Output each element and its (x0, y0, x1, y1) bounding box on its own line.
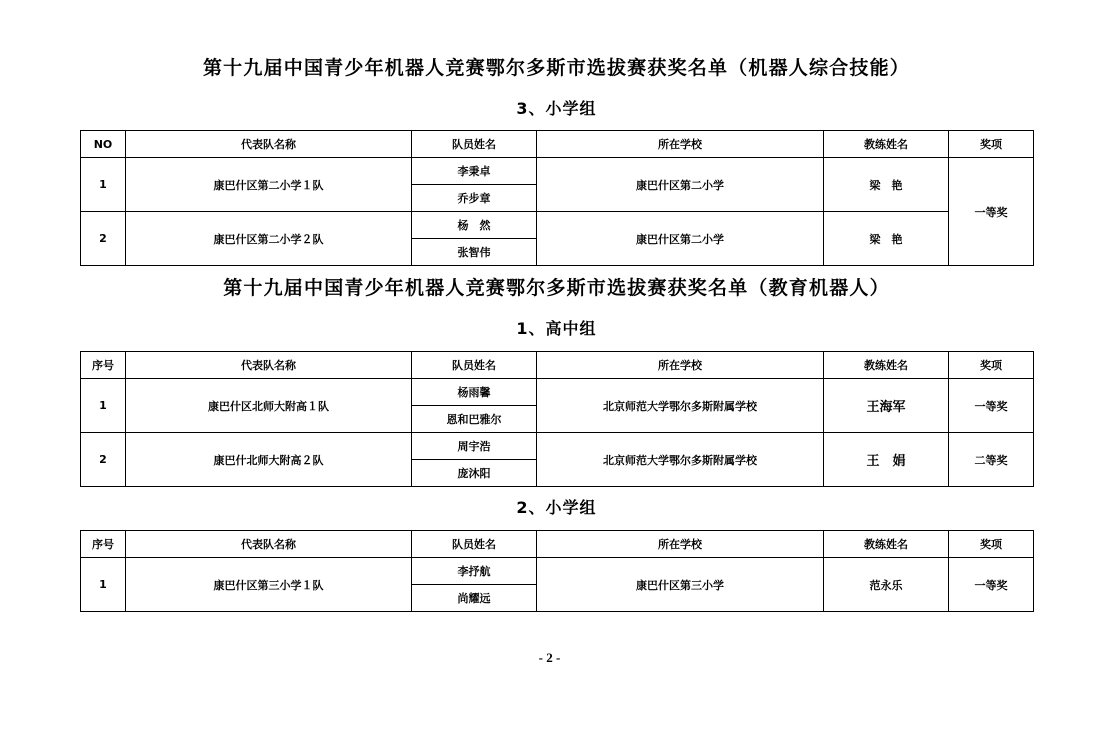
table-row (81, 212, 1034, 239)
row-coach: 王海军 (824, 379, 949, 433)
section1-group-title: 3、小学组 (516, 99, 597, 118)
row-no: 1 (81, 158, 126, 212)
header-school: 所在学校 (537, 352, 824, 379)
header-award: 奖项 (949, 131, 1034, 158)
row-coach: 范永乐 (824, 558, 949, 612)
section2-primary-award-table (80, 530, 1034, 612)
row-member: 杨 然 (412, 212, 537, 239)
header-coach: 教练姓名 (824, 531, 949, 558)
row-member: 杨雨馨 (412, 379, 537, 406)
row-team: 康巴什区第三小学１队 (126, 558, 412, 612)
header-no: 序号 (81, 531, 126, 558)
row-member: 庞沐阳 (412, 460, 537, 487)
header-members: 队员姓名 (412, 352, 537, 379)
section2-high-group-title: 1、高中组 (516, 319, 597, 338)
row-team: 康巴什区第二小学１队 (126, 158, 412, 212)
section2-primary-group-title: 2、小学组 (516, 498, 597, 517)
row-member: 乔步章 (412, 185, 537, 212)
table-header-row (81, 131, 1034, 158)
row-no: 1 (81, 379, 126, 433)
section1-title: 第十九届中国青少年机器人竞赛鄂尔多斯市选拔赛获奖名单（机器人综合技能） (202, 57, 910, 79)
table-header-row (81, 531, 1034, 558)
section1-award-table (80, 130, 1034, 266)
header-coach: 教练姓名 (824, 131, 949, 158)
header-no: 序号 (81, 352, 126, 379)
row-team: 康巴什区第二小学２队 (126, 212, 412, 266)
row-school: 康巴什区第二小学 (537, 158, 824, 212)
row-team: 康巴什区北师大附高１队 (126, 379, 412, 433)
row-school: 北京师范大学鄂尔多斯附属学校 (537, 379, 824, 433)
row-no: 1 (81, 558, 126, 612)
row-team: 康巴什北师大附高２队 (126, 433, 412, 487)
row-member: 张智伟 (412, 239, 537, 266)
row-no: 2 (81, 433, 126, 487)
row-member: 尚耀远 (412, 585, 537, 612)
row-coach: 梁 艳 (824, 212, 949, 266)
row-member: 恩和巴雅尔 (412, 406, 537, 433)
row-award: 一等奖 (949, 379, 1034, 433)
row-no: 2 (81, 212, 126, 266)
table-row (81, 433, 1034, 460)
header-no: NO (81, 131, 126, 158)
table-header-row (81, 352, 1034, 379)
header-team: 代表队名称 (126, 531, 412, 558)
header-school: 所在学校 (537, 531, 824, 558)
row-member: 周宇浩 (412, 433, 537, 460)
table-row (81, 379, 1034, 406)
table-row (81, 558, 1034, 585)
header-coach: 教练姓名 (824, 352, 949, 379)
header-school: 所在学校 (537, 131, 824, 158)
row-award: 一等奖 (949, 558, 1034, 612)
header-award: 奖项 (949, 352, 1034, 379)
section2-high-award-table (80, 351, 1034, 487)
section2-title: 第十九届中国青少年机器人竞赛鄂尔多斯市选拔赛获奖名单（教育机器人） (223, 277, 890, 299)
row-award: 二等奖 (949, 433, 1034, 487)
header-members: 队员姓名 (412, 131, 537, 158)
header-award: 奖项 (949, 531, 1034, 558)
row-member: 李秉卓 (412, 158, 537, 185)
header-members: 队员姓名 (412, 531, 537, 558)
header-team: 代表队名称 (126, 352, 412, 379)
row-member: 李抒航 (412, 558, 537, 585)
row-school: 康巴什区第二小学 (537, 212, 824, 266)
row-coach: 梁 艳 (824, 158, 949, 212)
row-school: 北京师范大学鄂尔多斯附属学校 (537, 433, 824, 487)
table-row (81, 158, 1034, 185)
row-school: 康巴什区第三小学 (537, 558, 824, 612)
header-team: 代表队名称 (126, 131, 412, 158)
row-coach: 王 娟 (824, 433, 949, 487)
row-award: 一等奖 (949, 158, 1034, 266)
page-number: - 2 - (538, 650, 561, 665)
